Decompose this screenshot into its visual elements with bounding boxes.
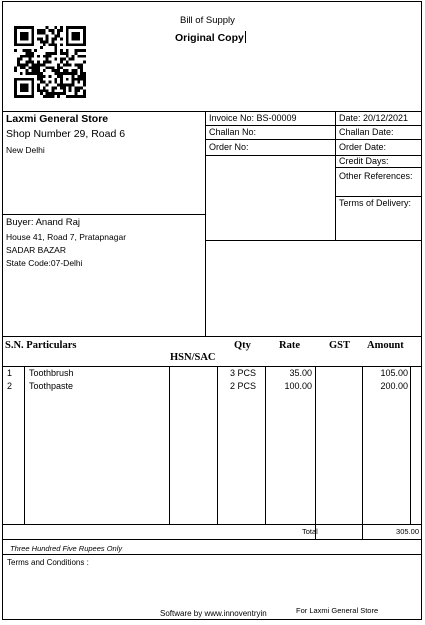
row-amount: 105.00 xyxy=(380,368,408,378)
line-credit-days xyxy=(335,167,422,168)
total-label: Total xyxy=(302,527,318,536)
row-qty: 3 PCS xyxy=(230,368,257,378)
seller-buyer-divider xyxy=(2,214,205,215)
words-bottom-line xyxy=(2,554,422,555)
header-sn-particulars: S.N. Particulars xyxy=(5,340,77,351)
terms-of-delivery: Terms of Delivery: xyxy=(339,198,412,208)
header-amount: Amount xyxy=(367,340,404,351)
row-amount: 200.00 xyxy=(380,381,408,391)
doc-type: Bill of Supply xyxy=(180,15,235,26)
terms-delivery-divider xyxy=(205,240,422,241)
invoice-no: Invoice No: BS-00009 xyxy=(209,113,297,123)
copy-type: Original Copy xyxy=(175,32,244,44)
row-sn: 2 xyxy=(7,381,13,391)
seller-city: New Delhi xyxy=(6,145,45,155)
amount-in-words: Three Hundred Five Rupees Only xyxy=(10,544,123,553)
buyer-address1: House 41, Road 7, Pratapnagar xyxy=(6,232,127,242)
other-references: Other References: xyxy=(339,171,413,181)
row-particulars: Toothpaste xyxy=(29,381,74,391)
line-invoice xyxy=(205,125,335,126)
table-header-line xyxy=(2,366,422,367)
line-date xyxy=(335,125,422,126)
row-qty: 2 PCS xyxy=(230,381,257,391)
invoice-date: Date: 20/12/2021 xyxy=(339,113,409,123)
buyer-state-code: State Code:07-Delhi xyxy=(6,258,83,268)
buyer-line: Buyer: Anand Raj xyxy=(6,217,80,228)
header-qty: Qty xyxy=(234,340,251,351)
header-right-line xyxy=(335,111,336,240)
row-rate: 35.00 xyxy=(289,368,312,378)
table-top-line xyxy=(2,336,422,337)
line-other-ref xyxy=(335,196,422,197)
row-particulars: Toothbrush xyxy=(29,368,74,378)
total-value: 305.00 xyxy=(396,527,419,536)
challan-no: Challan No: xyxy=(209,127,257,137)
terms-and-conditions: Terms and Conditions : xyxy=(7,558,89,567)
total-bottom-line xyxy=(2,539,422,540)
buyer-address2: SADAR BAZAR xyxy=(6,245,66,255)
challan-date: Challan Date: xyxy=(339,127,394,137)
col-hsn-line xyxy=(217,366,218,524)
header-rate: Rate xyxy=(279,340,300,351)
row-rate: 100.00 xyxy=(284,381,312,391)
row-sn: 1 xyxy=(7,368,13,378)
qr-code-icon xyxy=(14,26,86,98)
credit-days: Credit Days: xyxy=(339,156,389,166)
header-center-line xyxy=(205,111,206,336)
col-amount-line xyxy=(410,366,411,524)
order-no: Order No: xyxy=(209,142,249,152)
signatory: For Laxmi General Store xyxy=(296,606,379,615)
col-rate-line xyxy=(315,366,316,539)
seller-name: Laxmi General Store xyxy=(6,113,109,125)
header-gst: GST xyxy=(329,340,351,351)
seller-address: Shop Number 29, Road 6 xyxy=(6,128,126,140)
col-sn-line xyxy=(24,366,25,524)
col-particulars-line xyxy=(169,366,170,524)
line-challan-date xyxy=(335,139,422,140)
line-challan xyxy=(205,139,335,140)
table-total-line xyxy=(2,524,422,525)
header-divider xyxy=(2,111,422,112)
header-hsn: HSN/SAC xyxy=(170,352,216,363)
line-order xyxy=(205,155,422,156)
order-date: Order Date: xyxy=(339,142,387,152)
software-credit: Software by www.innoventryin xyxy=(160,609,267,618)
